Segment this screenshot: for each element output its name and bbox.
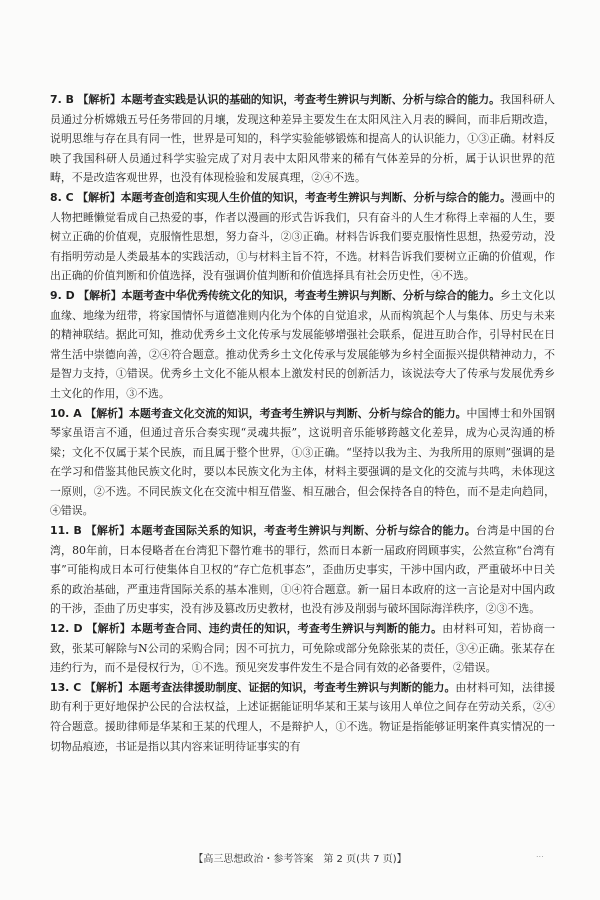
footer-text: 【高三思想政治・参考答案 第 2 页(共 7 页)】 (193, 854, 407, 865)
item-number: 12. D (50, 622, 83, 636)
item-body: 由材料可知，若协商一致，张某可解除与N公司的采购合同；因不可抗力，可免除或部分免除张某的责任，③④正确。张某存在违约行为，而不是侵权行为，①不选。预见突发事件发生不是合同有效的必备要件，②错误。 (50, 622, 555, 675)
item-body: 台湾是中国的台湾，80年前，日本侵略者在台湾犯下罄竹难书的罪行，然而日本新一届政府罔顾事实，公然宣称“台湾有事”可能构成日本可行使集体自卫权的“存亡危机事态”，歪曲历史事实，干涉中国内政，严重破坏中日关系的政治基础，严重违背国际关系的基本准则，①④符合题意。新一届日本政府的这一言论是对中国内政的干涉，歪曲了历史事实，没有涉及篡改历史教材，也没有涉及削弱与破坏国际海洋秩序，②③不选。 (50, 524, 555, 616)
item-number: 10. A (50, 406, 82, 420)
item-number: 8. C (50, 190, 74, 204)
answer-item-8 (50, 188, 555, 286)
answer-item-11 (50, 521, 555, 619)
item-body: 由材料可知，法律援助有利于更好地保护公民的合法权益，上述证据能证明华某和王某与该用人单位之间存在劳动关系，②④符合题意。援助律师是华某和王某的代理人，不是辩护人，①不选。物证是指能够证明案件真实情况的一切物品痕迹，书证是指以其内容来证明待证事实的有 (50, 680, 555, 753)
item-number: 9. D (50, 288, 75, 302)
item-heading: 【解析】本题考查创造和实现人生价值的知识，考查考生辨识与判断、分析与综合的能力。 (77, 190, 511, 204)
item-body: 中国博士和外国钢琴家虽语言不通，但通过音乐合奏实现“灵魂共振”，这说明音乐能够跨越文化差异，成为心灵沟通的桥梁；文化不仅属于某个民族，而且属于整个世界，①③正确。“坚持以我为主、为我所用的原则”强调的是在学习和借鉴其他民族文化时，要以本民族文化为主体，材料主要强调的是文化的交流与共鸣，未体现这一原则，②不选。不同民族文化在交流中相互借鉴、相互融合，但会保持各自的特色，而不是走向趋同，④错误。 (50, 406, 555, 518)
item-heading: 【解析】本题考查国际关系的知识，考查考生辨识与判断、分析与综合的能力。 (85, 524, 476, 538)
item-heading: 【解析】本题考查法律援助制度、证据的知识，考查考生辨识与判断的能力。 (84, 680, 456, 694)
answer-item-13 (50, 678, 555, 756)
item-heading: 【解析】本题考查实践是认识的基础的知识，考查考生辨识与判断、分析与综合的能力。 (77, 93, 500, 106)
item-number: 13. C (50, 680, 82, 694)
answer-item-12 (50, 619, 555, 678)
item-body: 我国科研人员通过分析嫦娥五号任务带回的月壤，发现这种差异主要发生在太阳风注入月表的瞬间，而非后期改造，说明思维与存在具有同一性，世界是可知的，科学实验能够锻炼和提高人的认识能力，①③正确。材料反映了我国科研人员通过科学实验完成了对月表中太阳风带来的稀有气体差异的分析，属于认识世界的范畴，不是改造客观世界，也没有体现检验和发展真理，②④不选。 (50, 93, 555, 185)
answer-item-9 (50, 286, 555, 404)
item-number: 7. B (50, 93, 74, 106)
item-heading: 【解析】本题考查合同、违约责任的知识，考查考生辨识与判断的能力。 (86, 622, 443, 636)
item-body: 漫画中的人物把睡懒觉看成自己热爱的事，作者以漫画的形式告诉我们，只有奋斗的人生才称得上幸福的人生，要树立正确的价值观，克服惰性思想，努力奋斗，②③正确。材料告诉我们要克服惰性思想，热爱劳动，没有指明劳动是人类最基本的实践活动，①与材料主旨不符，不选。材料告诉我们要树立正确的价值观，作出正确的价值判断和价值选择，没有强调价值判断和价值选择具有社会历史性，④不选。 (50, 190, 555, 283)
footer-dots: ... (536, 850, 544, 859)
item-heading: 【解析】本题考查文化交流的知识，考查考生辨识与判断、分析与综合的能力。 (85, 406, 467, 420)
item-heading: 【解析】本题考查中华优秀传统文化的知识，考查考生辨识与判断、分析与综合的能力。 (78, 288, 501, 302)
answer-item-10 (50, 404, 555, 522)
answer-list (50, 90, 555, 756)
page-footer (0, 850, 600, 865)
answer-item-7 (50, 90, 555, 188)
item-body: 乡土文化以血缘、地缘为纽带，将家国情怀与道德准则内化为个体的自觉追求，从而构筑起个人与集体、历史与未来的精神联结。据此可知，推动优秀乡土文化传承与发展能够增强社会联系，促进互助合作，引导村民在日常生活中崇德向善，②④符合题意。推动优秀乡土文化传承与发展能够为乡村全面振兴提供精神动力，不是智力支持，①错误。优秀乡土文化不能从根本上激发村民的创新活力，该说法夸大了传承与发展优秀乡土文化的作用，③不选。 (50, 288, 555, 400)
item-number: 11. B (50, 524, 82, 538)
